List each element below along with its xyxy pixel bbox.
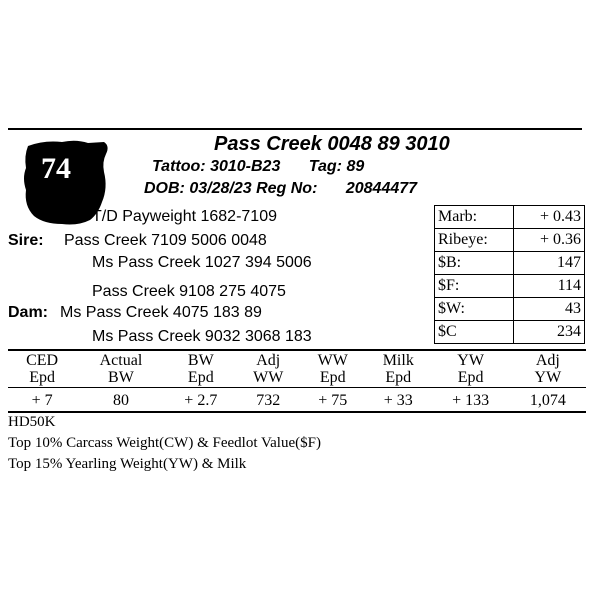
- top-rule: [8, 128, 582, 130]
- index-value: 234: [514, 321, 585, 344]
- epd-header-top: Milk: [382, 352, 414, 369]
- note-line: Top 15% Yearling Weight(YW) & Milk: [8, 456, 247, 472]
- epd-header-bottom: Epd: [457, 369, 484, 386]
- epd-header: [301, 350, 366, 388]
- epd-header: [431, 350, 509, 388]
- note-line: HD50K: [8, 414, 56, 430]
- epd-header: [510, 350, 586, 388]
- index-label: $F:: [435, 275, 514, 298]
- index-label: Ribeye:: [435, 229, 514, 252]
- epd-header-bottom: Epd: [29, 369, 55, 386]
- sire-label: Sire:: [8, 232, 44, 249]
- epd-header-top: Adj: [256, 352, 281, 369]
- epd-header: [76, 350, 166, 388]
- epd-header: [236, 350, 301, 388]
- epd-header: [365, 350, 431, 388]
- animal-name: Pass Creek 0048 89 3010: [214, 133, 450, 155]
- epd-header-bottom: Epd: [319, 369, 346, 386]
- epd-header-bottom: Epd: [187, 369, 214, 386]
- epd-value: + 2.7: [184, 392, 218, 409]
- index-row: [435, 275, 585, 298]
- reg-label: Reg No:: [256, 180, 318, 197]
- note-line: Top 10% Carcass Weight(CW) & Feedlot Value($F): [8, 435, 321, 451]
- dob-reg-line: [144, 180, 417, 198]
- epd-header-bottom: YW: [534, 369, 562, 386]
- epd-header-top: WW: [317, 352, 348, 369]
- epd-value: + 133: [452, 392, 490, 409]
- reg-value: 20844477: [345, 180, 418, 197]
- index-value: 147: [514, 252, 585, 275]
- epd-header: [166, 350, 236, 388]
- epd-value: + 75: [318, 392, 348, 409]
- epd-header: [8, 350, 76, 388]
- index-value: + 0.36: [514, 229, 585, 252]
- lot-number: 74: [41, 152, 71, 185]
- epd-value: 732: [256, 392, 281, 409]
- dob-label: DOB:: [144, 180, 185, 197]
- sire-sire: T/D Payweight 1682-7109: [92, 208, 277, 225]
- index-row: [435, 206, 585, 229]
- notes: [8, 412, 321, 475]
- epd-header-bottom: BW: [108, 369, 134, 386]
- epd-header-bottom: WW: [253, 369, 284, 386]
- tag-label: Tag:: [308, 158, 342, 175]
- dam-sire: Pass Creek 9108 275 4075: [92, 283, 286, 300]
- index-label: $C: [435, 321, 514, 344]
- epd-header-top: YW: [457, 352, 484, 369]
- epd-table: [8, 349, 586, 413]
- sire-dam: Ms Pass Creek 1027 394 5006: [92, 254, 312, 271]
- index-value: + 0.43: [514, 206, 585, 229]
- epd-header-top: Adj: [535, 352, 560, 369]
- index-row: [435, 252, 585, 275]
- epd-value: + 33: [383, 392, 413, 409]
- dam-label: Dam:: [8, 304, 49, 321]
- index-row: [435, 229, 585, 252]
- epd-value: + 7: [31, 392, 53, 409]
- index-row: [435, 321, 585, 344]
- index-label: $W:: [435, 298, 514, 321]
- index-label: Marb:: [435, 206, 514, 229]
- epd-header-top: Actual: [99, 352, 143, 369]
- tattoo-value: 3010-B23: [210, 158, 281, 175]
- dob-value: 03/28/23: [189, 180, 252, 197]
- tag-value: 89: [346, 158, 365, 175]
- epd-value: 80: [112, 392, 129, 409]
- index-table: [434, 205, 585, 344]
- epd-value-row: [8, 388, 586, 413]
- epd-header-top: CED: [26, 352, 59, 369]
- index-label: $B:: [435, 252, 514, 275]
- sire-name: Pass Creek 7109 5006 0048: [64, 232, 267, 249]
- epd-header-bottom: Epd: [385, 369, 412, 386]
- tattoo-label: Tattoo:: [152, 158, 206, 175]
- dam-dam: Ms Pass Creek 9032 3068 183: [92, 328, 312, 345]
- tattoo-tag-line: [152, 158, 364, 176]
- index-value: 114: [514, 275, 585, 298]
- epd-header-row: [8, 350, 586, 388]
- dam-name: Ms Pass Creek 4075 183 89: [60, 304, 262, 321]
- epd-header-top: BW: [187, 352, 214, 369]
- index-row: [435, 298, 585, 321]
- index-value: 43: [514, 298, 585, 321]
- epd-value: 1,074: [529, 392, 566, 409]
